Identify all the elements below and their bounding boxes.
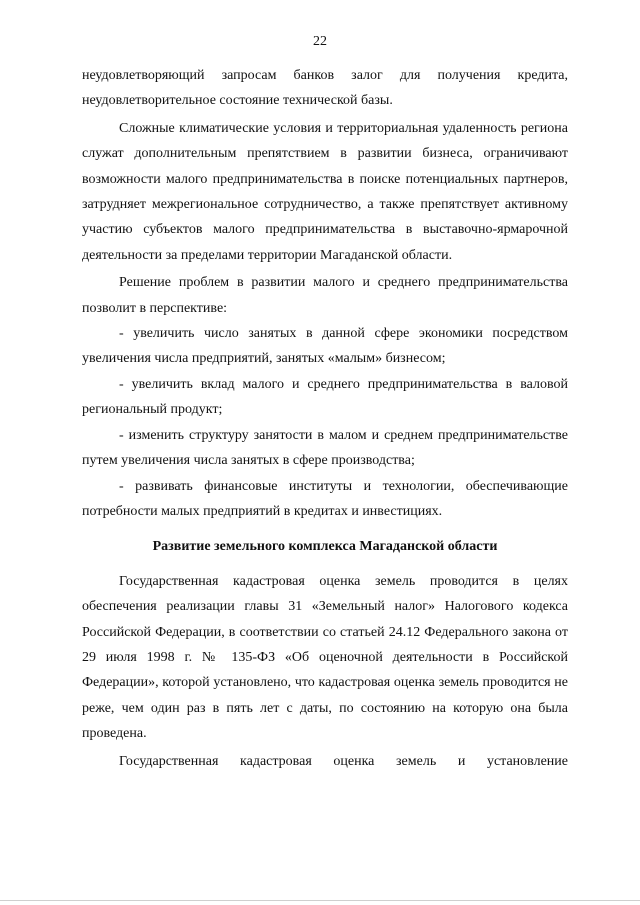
paragraph: Государственная кадастровая оценка земель и установление bbox=[119, 753, 568, 769]
document-body bbox=[82, 63, 568, 774]
list-item: - увеличить вклад малого и среднего предпринимательства в валовой региональный продукт; bbox=[82, 376, 568, 418]
list-item: - развивать финансовые институты и технологии, обеспечивающие потребности малых предприятий в кредитах и инвестициях. bbox=[82, 478, 568, 519]
list-item: - изменить структуру занятости в малом и среднем предпринимательстве путем увеличения числа занятых в сфере производства; bbox=[82, 427, 568, 469]
page-number: 22 bbox=[313, 34, 327, 49]
paragraph: Сложные климатические условия и территориальная удаленность региона служат дополнительным препятствием в развитии бизнеса, ограничивают возможности малого предпринимательства в поиске потенциальных партнеров, затрудняет межрегиональное сотрудничество, а также препятствует активному участию субъектов малого предпринимательства в выставочно-ярмарочной деятельности за пределами территории Магаданской области. bbox=[82, 120, 568, 263]
page-bottom-divider bbox=[0, 900, 640, 901]
paragraph: неудовлетворяющий запросам банков залог для получения кредита, неудовлетворительное состояние технической базы. bbox=[82, 68, 568, 109]
section-heading: Развитие земельного комплекса Магаданской области bbox=[152, 539, 498, 555]
list-item: - увеличить число занятых в данной сфере экономики посредством увеличения числа предприятий, занятых «малым» бизнесом; bbox=[82, 326, 568, 367]
paragraph: Решение проблем в развитии малого и среднего предпринимательства позволит в перспективе: bbox=[82, 275, 568, 316]
paragraph: Государственная кадастровая оценка земель проводится в целях обеспечения реализации главы 31 «Земельный налог» Налогового кодекса Российской Федерации, в соответствии со статьей 24.12 Федерального закона от 29 июля 1998 г. № 135-ФЗ «Об оценочной деятельности в Российской Федерации», которой установлено, что кадастровая оценка земель проводится не реже, чем один раз в пять лет с даты, по состоянию на которую она была проведена. bbox=[82, 573, 568, 742]
